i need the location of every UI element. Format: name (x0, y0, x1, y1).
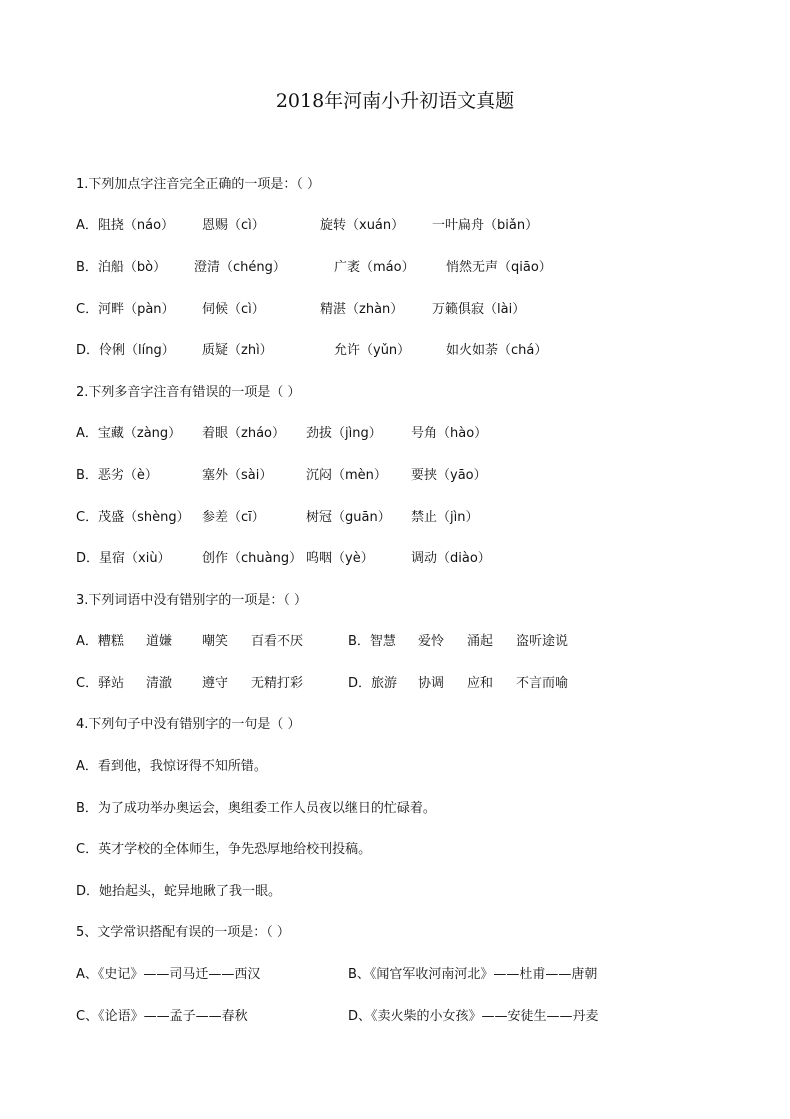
q3-option-a-2: 道嫌 (146, 634, 173, 649)
q3-option-b-2: 爱怜 (418, 634, 445, 649)
q1-option-a-1: A．阻挠（náo） (76, 218, 175, 233)
q2-option-d-1: D．星宿（xiù） (76, 551, 171, 566)
q3-option-b-3: 涌起 (467, 634, 494, 649)
q2-option-b-3: 沉闷（mèn） (306, 468, 387, 483)
q1-option-c-3: 精湛（zhàn） (320, 302, 404, 317)
q2-option-c-1: C．茂盛（shèng） (76, 510, 190, 525)
q1-option-a-3: 旋转（xuán） (320, 218, 405, 233)
q2-option-b-1: B．恶劣（è） (76, 468, 158, 483)
question-4-stem: 4.下列句子中没有错别字的一句是（ ） (76, 717, 301, 732)
q1-option-c-1: C．河畔（pàn） (76, 302, 175, 317)
q3-option-c-2: 清澈 (146, 676, 173, 691)
q5-option-d: D、《卖火柴的小女孩》——安徒生——丹麦 (348, 1009, 599, 1024)
q3-option-a-3: 嘲笑 (202, 634, 229, 649)
q4-option-c: C．英才学校的全体师生，争先恐厚地给校刊投稿。 (76, 842, 372, 857)
q3-option-d-1: D．旅游 (348, 676, 398, 691)
q3-option-b-4: 盗听途说 (516, 634, 569, 649)
q5-option-c: C、《论语》——孟子——春秋 (76, 1009, 248, 1024)
q1-option-d-1: D．伶俐（líng） (76, 343, 175, 358)
q1-option-d-3: 允许（yǔn） (334, 343, 411, 358)
q1-option-b-4: 悄然无声（qiāo） (446, 260, 552, 275)
q2-option-a-1: A．宝藏（zàng） (76, 426, 182, 441)
q1-option-b-3: 广袤（máo） (334, 260, 415, 275)
q3-option-a-4: 百看不厌 (251, 634, 304, 649)
q4-option-a: A．看到他，我惊讶得不知所错。 (76, 759, 267, 774)
q2-option-d-4: 调动（diào） (411, 551, 491, 566)
question-2-stem: 2.下列多音字注音有错误的一项是（ ） (76, 385, 301, 400)
q3-option-d-2: 协调 (418, 676, 445, 691)
q1-option-a-4: 一叶扁舟（biǎn） (432, 218, 539, 233)
question-5-stem: 5、文学常识搭配有误的一项是：（ ） (76, 925, 290, 940)
q3-option-a-1: A．糟糕 (76, 634, 124, 649)
q2-option-c-4: 禁止（jìn） (411, 510, 479, 525)
q2-option-d-2: 创作（chuàng） (202, 551, 303, 566)
question-3-stem: 3.下列词语中没有错别字的一项是：（ ） (76, 593, 308, 608)
q1-option-c-4: 万籁俱寂（lài） (432, 302, 526, 317)
q2-option-c-2: 参差（cī） (202, 510, 265, 525)
q2-option-b-2: 塞外（sài） (202, 468, 273, 483)
q5-option-b: B、《闻官军收河南河北》——杜甫——唐朝 (348, 967, 598, 982)
q2-option-c-3: 树冠（guān） (306, 510, 391, 525)
q1-option-d-4: 如火如荼（chá） (446, 343, 548, 358)
q3-option-c-3: 遵守 (202, 676, 229, 691)
q2-option-b-4: 要挟（yāo） (411, 468, 487, 483)
q2-option-a-3: 劲拔（jìng） (306, 426, 382, 441)
q5-option-a: A、《史记》——司马迁——西汉 (76, 967, 261, 982)
q2-option-a-4: 号角（hào） (411, 426, 488, 441)
page-title: 2018年河南小升初语文真题 (275, 90, 515, 112)
q3-option-c-4: 无精打彩 (251, 676, 304, 691)
q3-option-b-1: B．智慧 (348, 634, 396, 649)
q1-option-a-2: 恩赐（cì） (202, 218, 265, 233)
q4-option-d: D．她抬起头，蛇异地瞅了我一眼。 (76, 884, 282, 899)
q2-option-a-2: 着眼（zháo） (202, 426, 285, 441)
q3-option-d-4: 不言而喻 (516, 676, 569, 691)
question-1-stem: 1.下列加点字注音完全正确的一项是：（ ） (76, 177, 321, 192)
q1-option-d-2: 质疑（zhì） (202, 343, 273, 358)
q1-option-b-2: 澄清（chéng） (194, 260, 286, 275)
q1-option-b-1: B．泊船（bò） (76, 260, 167, 275)
q1-option-c-2: 伺候（cì） (202, 302, 265, 317)
q3-option-c-1: C．驿站 (76, 676, 125, 691)
q3-option-d-3: 应和 (467, 676, 494, 691)
q2-option-d-3: 呜咽（yè） (306, 551, 374, 566)
q4-option-b: B．为了成功举办奥运会，奥组委工作人员夜以继日的忙碌着。 (76, 801, 436, 816)
